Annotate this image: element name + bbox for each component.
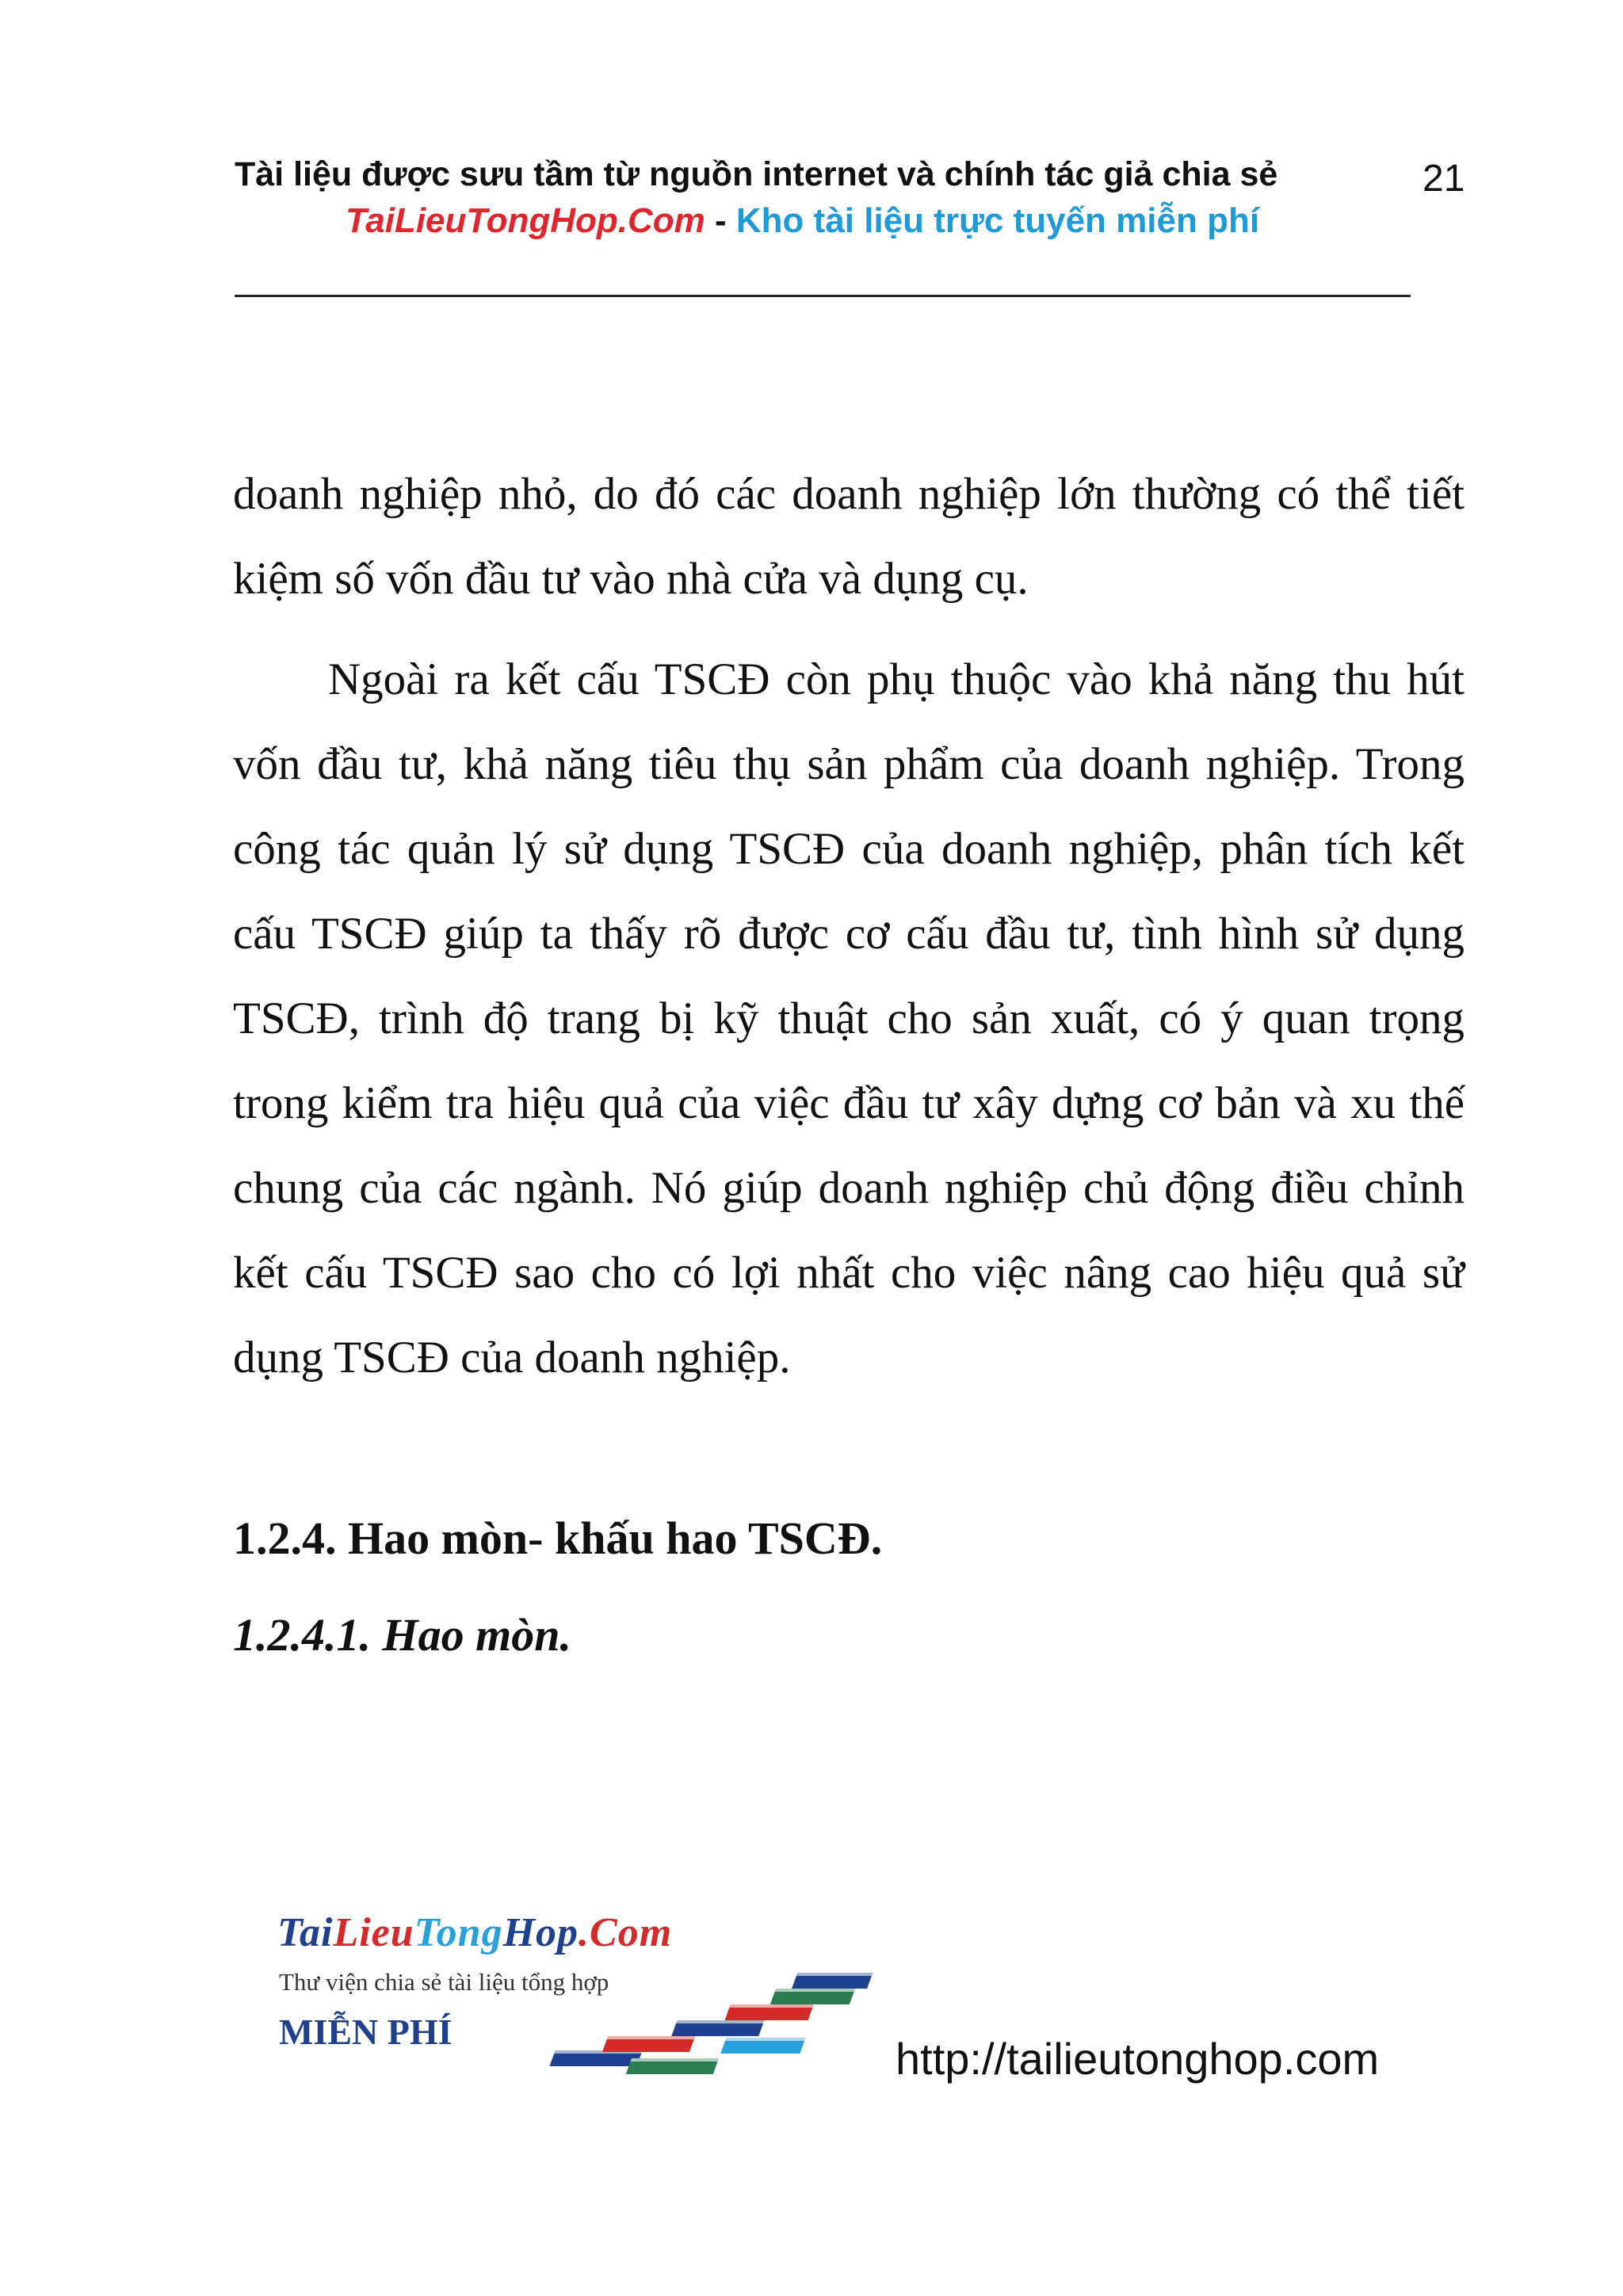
footer-url: http://tailieutonghop.com [896,2034,1380,2084]
logo-wordmark-part: Tai [277,1910,334,1955]
header-source-note: Tài liệu được sưu tầm từ nguồn internet và chính tác giả chia sẻ [235,155,1278,193]
document-body [233,452,1465,1400]
site-logo [277,1909,880,2084]
subsection-heading: 1.2.4.1. Hao mòn. [233,1609,571,1661]
logo-free-label: MIỄN PHÍ [279,2012,453,2052]
section-heading: 1.2.4. Hao mòn- khấu hao TSCĐ. [233,1512,883,1564]
paragraph: doanh nghiệp nhỏ, do đó các doanh nghiệp lớn thường có thể tiết kiệm số vốn đầu tư vào nhà cửa và dụng cụ. [233,469,1465,604]
paragraph: Ngoài ra kết cấu TSCĐ còn phụ thuộc vào khả năng thu hút vốn đầu tư, khả năng tiêu thụ sản phẩm của doanh nghiệp. Trong công tác quản lý sử dụng TSCĐ của doanh nghiệp, phân tích kết cấu TSCĐ giúp ta thấy rõ được cơ cấu đầu tư, tình hình sử dụng TSCĐ, trình độ trang bị kỹ thuật cho sản xuất, có ý quan trọng trong kiểm tra hiệu quả của việc đầu tư xây dựng cơ bản và xu thế chung của các ngành. Nó giúp doanh nghiệp chủ động điều chỉnh kết cấu TSCĐ sao cho có lợi nhất cho việc nâng cao hiệu quả sử dụng TSCĐ của doanh nghiệp. [233,654,1465,1383]
header-separator: - [705,201,736,240]
logo-wordmark [277,1909,672,1956]
page-number: 21 [1423,158,1465,200]
logo-subtitle: Thư viện chia sẻ tài liệu tổng hợp [279,1968,609,1996]
logo-wordmark-part: .Com [579,1910,673,1955]
logo-wordmark-part: Lieu [333,1910,414,1955]
header-site-line [346,201,1259,241]
header-site-name: TaiLieuTongHop.Com [346,201,705,240]
header-tagline: Kho tài liệu trực tuyến miễn phí [735,201,1260,240]
logo-wordmark-part: Tong [414,1910,503,1955]
header-divider [235,295,1411,297]
logo-wordmark-part: Hop [502,1910,579,1955]
books-icon [515,1965,880,2084]
